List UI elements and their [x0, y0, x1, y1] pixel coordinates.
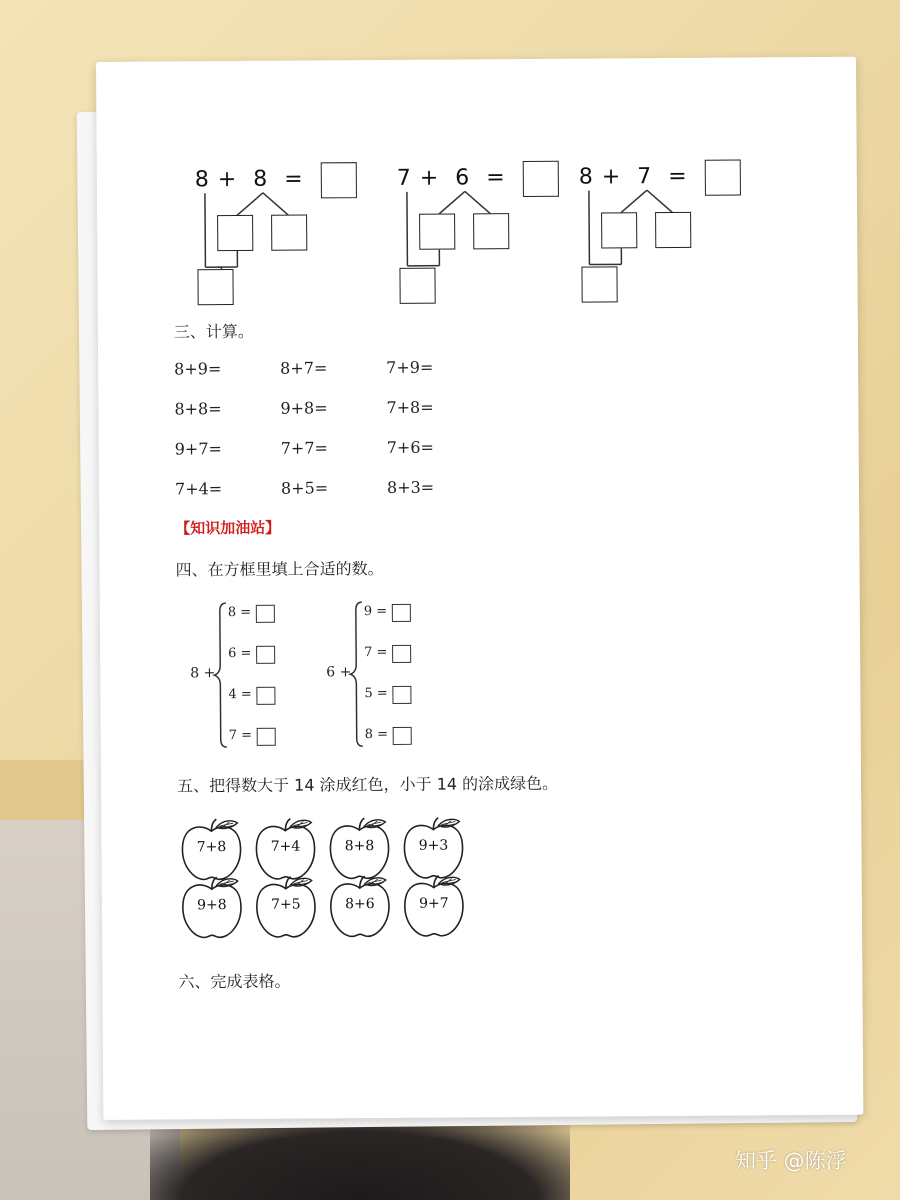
split-box[interactable]	[419, 213, 455, 249]
apple-item[interactable]	[328, 874, 392, 940]
apple-label: 7+4	[270, 838, 301, 855]
brace-item: 8 =	[364, 726, 389, 743]
fill-box[interactable]	[392, 645, 411, 663]
section-4-heading: 四、在方框里填上合适的数。	[175, 559, 384, 580]
brace-lead: 6 +	[326, 664, 352, 681]
fill-box[interactable]	[256, 605, 275, 623]
fill-box[interactable]	[257, 728, 276, 746]
fill-box[interactable]	[393, 727, 412, 745]
calc-item: 8+8=	[174, 399, 222, 419]
apple-item[interactable]	[179, 817, 243, 883]
brace-item: 8 =	[227, 604, 252, 621]
apple-label: 8+6	[345, 896, 375, 913]
calc-item: 8+7=	[280, 358, 328, 378]
apple-label: 7+8	[196, 839, 227, 856]
apple-label: 9+3	[418, 837, 449, 854]
brace-group-2	[326, 599, 467, 750]
dark-clothing-background	[150, 1120, 570, 1200]
fill-box[interactable]	[392, 686, 411, 704]
brace-item: 9 =	[363, 603, 388, 620]
brace-item: 6 =	[228, 645, 252, 662]
brace-group-1	[190, 600, 331, 751]
sum-box[interactable]	[197, 269, 233, 305]
apple-label: 9+7	[419, 895, 449, 912]
answer-box[interactable]	[523, 161, 559, 197]
section-5-heading: 五、把得数大于 14 涂成红色，小于 14 的涂成绿色。	[176, 773, 559, 796]
brace-lead: 8 +	[190, 665, 216, 682]
decomposition-diagram-3	[579, 157, 800, 319]
watermark: 知乎 @陈浮	[735, 1149, 847, 1173]
decomposition-diagram-1	[195, 160, 416, 322]
fill-box[interactable]	[256, 687, 275, 705]
brace-item: 7 =	[228, 727, 253, 744]
apple-item[interactable]	[253, 816, 317, 882]
apple-item[interactable]	[401, 815, 465, 881]
brace-item: 7 =	[364, 644, 388, 661]
sum-box[interactable]	[399, 268, 435, 304]
brace-item: 5 =	[364, 685, 388, 702]
apple-label: 9+8	[197, 897, 227, 914]
calc-item: 7+6=	[386, 437, 434, 457]
sum-box[interactable]	[581, 266, 617, 302]
apple-item[interactable]	[327, 816, 391, 882]
apple-item[interactable]	[254, 874, 318, 940]
apple-item[interactable]	[180, 875, 244, 941]
apple-label: 7+5	[271, 896, 301, 913]
apple-label: 8+8	[344, 838, 375, 855]
knowledge-station-label: 【知识加油站】	[175, 518, 281, 538]
apple-item[interactable]	[402, 873, 466, 939]
split-box[interactable]	[601, 212, 637, 248]
calc-item: 7+4=	[174, 479, 223, 499]
calc-item: 9+8=	[280, 398, 328, 418]
calc-item: 8+3=	[386, 477, 435, 497]
calc-item: 7+9=	[386, 357, 434, 377]
worksheet-page	[96, 57, 863, 1120]
calc-item: 7+8=	[386, 397, 434, 417]
calc-item: 9+7=	[174, 439, 222, 459]
brace-item: 4 =	[228, 686, 252, 703]
calc-item: 8+9=	[174, 359, 222, 379]
section-3-heading: 三、计算。	[173, 321, 254, 342]
answer-box[interactable]	[705, 160, 741, 196]
calc-item: 8+5=	[280, 478, 329, 498]
decomposition-equation: 8 + 7 =	[578, 163, 688, 190]
answer-box[interactable]	[321, 162, 357, 198]
decomposition-equation: 8 + 8 =	[194, 166, 304, 193]
split-box[interactable]	[271, 215, 307, 251]
fill-box[interactable]	[392, 604, 411, 622]
fill-box[interactable]	[256, 646, 275, 664]
split-box[interactable]	[217, 215, 253, 251]
split-box[interactable]	[473, 213, 509, 249]
calc-item: 7+7=	[280, 438, 328, 458]
split-box[interactable]	[655, 212, 691, 248]
section-6-heading: 六、完成表格。	[178, 971, 291, 992]
decomposition-equation: 7 + 6 =	[396, 165, 506, 191]
